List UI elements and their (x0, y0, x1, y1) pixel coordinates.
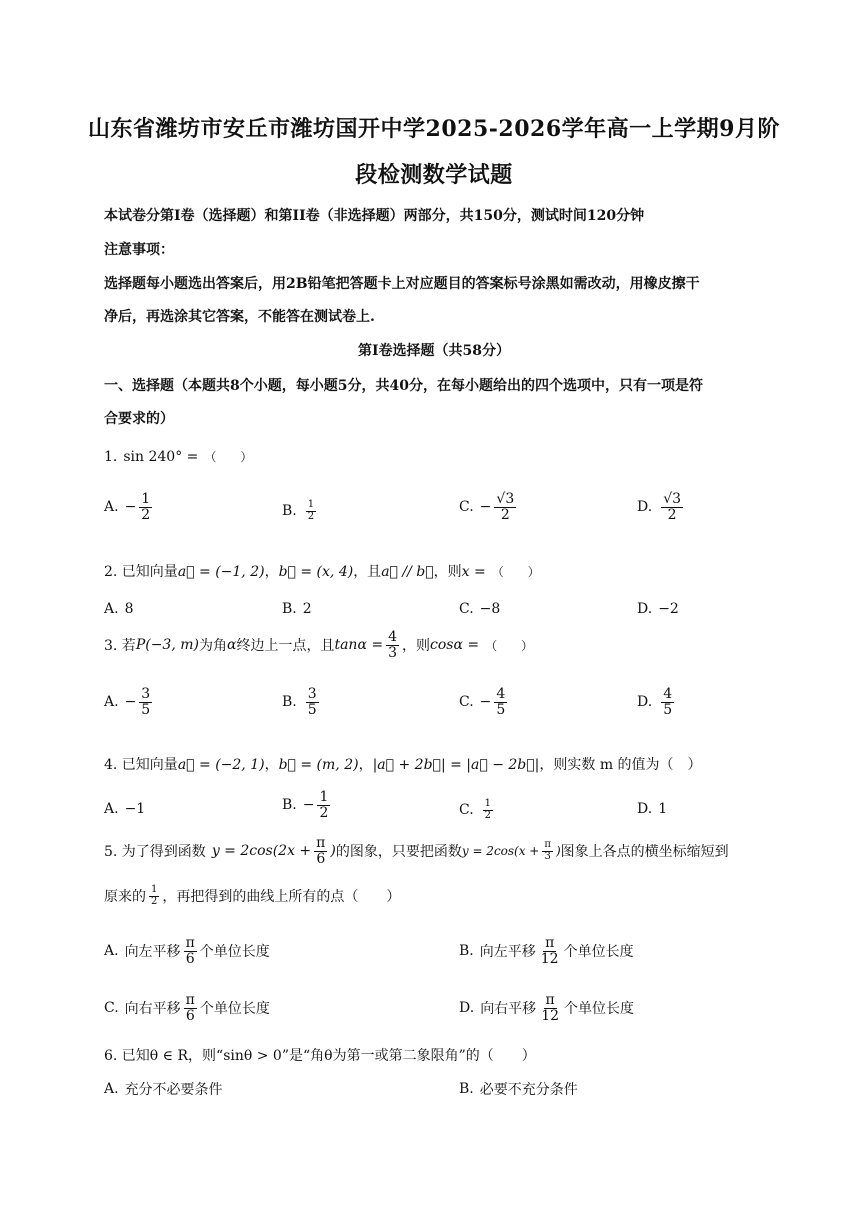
question-5-stem-line2: 原来的 $\frac{1}{2}$ ，再把得到的曲线上所有的点（ ） (104, 884, 401, 907)
question-1-option-a[interactable]: A. − $\frac{1}{2}$ (104, 491, 151, 523)
question-3-option-b[interactable]: B. $\frac{3}{5}$ (282, 686, 317, 718)
question-5-option-b[interactable]: B. 向左平移 $\frac{\pi}{12}$ 个单位长度 (459, 935, 634, 967)
section-title: 第I卷选择题（共58分） (357, 343, 511, 359)
question-4-option-c[interactable]: C. $\frac{1}{2}$ (459, 798, 492, 821)
question-4-stem: 4. 已知向量a⃗ = (−2, 1)，b⃗ = (m, 2)，|a⃗ + 2b⃗| = |a⃗ − 2b⃗|，则实数 m 的值为（ ） (104, 757, 702, 773)
question-3-option-c[interactable]: C. − $\frac{4}{5}$ (459, 686, 506, 718)
question-3-stem: 3. 若 P(−3, m) 为角 α 终边上一点，且 tanα = $\frac{4}{3}$ ，则 cosα = （ ） (104, 629, 534, 661)
question-1-option-b[interactable]: B. $\frac{1}{2}$ (282, 499, 315, 522)
question-5-option-a[interactable]: A. 向左平移 $\frac{\pi}{6}$ 个单位长度 (104, 935, 270, 967)
section-heading-line1: 一、选择题（本题共8个小题，每小题5分，共40分，在每小题给出的四个选项中，只有一项是符 (104, 378, 703, 394)
question-5-option-c[interactable]: C. 向右平移 $\frac{\pi}{6}$ 个单位长度 (104, 992, 270, 1024)
question-2-option-b[interactable]: B. 2 (282, 601, 312, 617)
question-4-option-d[interactable]: D. 1 (637, 801, 668, 817)
intro-line4: 净后，再选涂其它答案，不能答在测试卷上. (104, 309, 375, 325)
question-5-stem-line1: 5. 为了得到函数 y = 2cos(2x + $\frac{\pi}{6}$ ) 的图象，只要把函数 y = 2cos(x + $\frac{\pi}{3}$ ) 图象上各点的横坐标缩短到 (104, 835, 729, 867)
question-2-option-d[interactable]: D. −2 (637, 601, 679, 617)
section-heading-line2: 合要求的） (104, 411, 174, 427)
intro-line1: 本试卷分第I卷（选择题）和第II卷（非选择题）两部分，共150分，测试时间120分钟 (104, 208, 645, 224)
page-title-line2: 段检测数学试题 (355, 162, 513, 188)
question-6-option-b[interactable]: B. 必要不充分条件 (459, 1081, 578, 1098)
question-3-option-a[interactable]: A. − $\frac{3}{5}$ (104, 686, 151, 718)
question-5-option-d[interactable]: D. 向右平移 $\frac{\pi}{12}$ 个单位长度 (459, 992, 635, 1024)
question-3-option-d[interactable]: D. $\frac{4}{5}$ (637, 686, 673, 718)
question-4-option-b[interactable]: B. − $\frac{1}{2}$ (282, 789, 329, 821)
question-2-stem: 2. 已知向量a⃗ = (−1, 2)，b⃗ = (x, 4)，且a⃗ // b⃗，则x = （ ） (104, 564, 540, 580)
page-title-line1: 山东省潍坊市安丘市潍坊国开中学2025-2026学年高一上学期9月阶 (88, 116, 780, 142)
intro-line3: 选择题每小题选出答案后，用2B铅笔把答题卡上对应题目的答案标号涂黑如需改动，用橡皮擦干 (104, 276, 700, 292)
question-1-option-d[interactable]: D. $\frac{√3}{2}$ (637, 491, 682, 523)
question-1-option-c[interactable]: C. − $\frac{√3}{2}$ (459, 491, 515, 523)
question-2-option-a[interactable]: A. 8 (104, 601, 134, 617)
intro-notice: 注意事项： (104, 242, 174, 258)
question-1-stem: 1. sin 240° = （ ） (104, 449, 253, 465)
question-6-option-a[interactable]: A. 充分不必要条件 (104, 1081, 223, 1098)
question-4-option-a[interactable]: A. −1 (104, 801, 146, 817)
question-2-option-c[interactable]: C. −8 (459, 601, 501, 617)
question-6-stem: 6. 已知θ ∈ R，则“sinθ > 0”是“角θ为第一或第二象限角”的（ ） (104, 1048, 536, 1064)
